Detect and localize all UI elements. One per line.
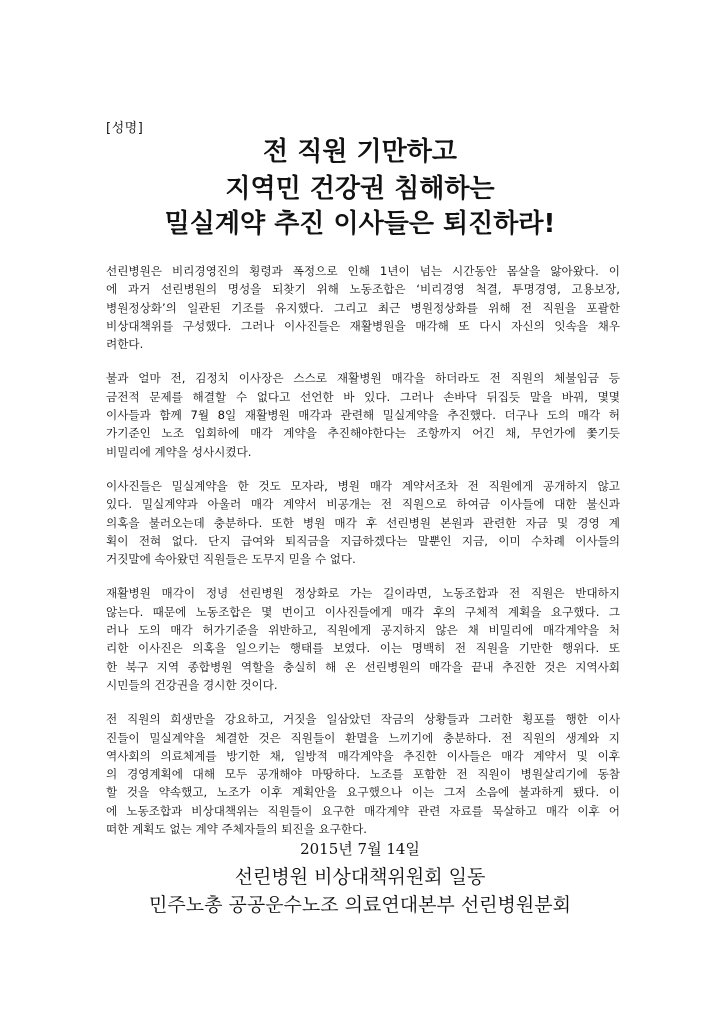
paragraph-line: 의혹을 불러오는데 충분하다. 또한 병원 매각 후 선린병원 본원과 관련한 자금 및 경영 계 [106,515,620,530]
paragraph-line: 전 직원의 희생만을 강요하고, 거짓을 일삼았던 작금의 상황들과 그러한 횡포를 행한 이사 [106,712,620,727]
paragraph-line: 떠한 계획도 없는 계약 주체자들의 퇴진을 요구한다. [106,822,367,837]
paragraph-line: 비상대책위를 구성했다. 그러나 이사진들은 재활병원을 매각해 또 다시 자신의 잇속을 채우 [106,318,620,333]
paragraph-line: 획이 전혀 없다. 단지 급여와 퇴직금을 지급하겠다는 말뿐인 지금, 이미 수차례 이사들의 [106,533,620,548]
issuer-line-1: 선린병원 비상대책위원회 일동 [234,866,486,888]
paragraph-line: 할 것을 약속했고, 노조가 이후 계획안을 요구했으나 이는 그저 소음에 불과하게 됐다. 이 [106,785,620,800]
paragraph-line: 에 과거 선린병원의 명성을 되찾기 위해 노동조합은 ‘비리경영 척결, 투명경영, 고용보장, [106,282,620,297]
paragraph-line: 비밀리에 계약을 성사시켰다. [106,444,252,459]
paragraph-5 [106,710,620,838]
paragraph-line: 에 노동조합과 비상대책위는 직원들이 요구한 매각계약 관련 자료를 묵살하고 매각 이후 어 [106,803,620,818]
paragraph-line: 이사진들은 밀실계약을 한 것도 모자라, 병원 매각 계약서조차 전 직원에게 공개하지 않고 [106,478,620,493]
paragraph-line: 리한 이사진은 의혹을 일으키는 행태를 보였다. 이는 명백히 전 직원을 기만한 행위다. 또 [106,641,620,656]
paragraph-line: 의 경영계획에 대해 모두 공개해야 마땅하다. 노조를 포함한 전 직원이 병원살리기에 동참 [106,767,620,782]
paragraph-line: 려한다. [106,337,144,352]
paragraph-4 [106,584,620,694]
paragraph-line: 한 북구 지역 종합병원 역할을 충실히 해 온 선린병원의 매각을 끝내 추진한 것은 지역사회 [106,659,620,674]
paragraph-line: 않는다. 때문에 노동조합은 몇 번이고 이사진들에게 매각 후의 구체적 계획을 요구했다. 그 [106,604,620,619]
paragraph-line: 있다. 밀실계약과 아울러 매각 계약서 비공개는 전 직원으로 하여금 이사들에 대한 불신과 [106,497,620,512]
paragraph-line: 불과 얼마 전, 김정치 이사장은 스스로 재활병원 매각을 하더라도 전 직원의 체불임금 등 [106,371,620,386]
paragraph-line: 재활병원 매각이 정녕 선린병원 정상화로 가는 길이라면, 노동조합과 전 직원은 반대하지 [106,586,620,601]
paragraph-line: 금전적 문제를 해결할 수 없다고 선언한 바 있다. 그러나 손바닥 뒤집듯 말을 바꿔, 몇몇 [106,389,620,404]
statement-tag: [성명] [106,121,144,136]
title-line-3: 밀실계약 추진 이사들은 퇴진하라! [164,209,556,239]
paragraph-2 [106,369,620,460]
title-line-2: 지역민 건강권 침해하는 [225,174,495,204]
paragraph-line: 역사회의 의료체계를 방기한 채, 일방적 매각계약을 추진한 이사들은 매각 계약서 및 이후 [106,748,620,763]
paragraph-line: 거짓말에 속아왔던 직원들은 도무지 믿을 수 없다. [106,552,356,567]
statement-body [106,262,620,854]
paragraph-1 [106,262,620,353]
paragraph-line: 진들이 밀실계약을 체결한 것은 직원들이 환멸을 느끼기에 충분하다. 전 직원의 생계와 지 [106,730,620,745]
title-line-1: 전 직원 기만하고 [263,137,457,167]
paragraph-line: 선린병원은 비리경영진의 횡령과 폭정으로 인해 1년이 넘는 시간동안 몸살을 앓아왔다. 이 [106,264,620,278]
paragraph-3 [106,477,620,568]
paragraph-line: 병원정상화’의 일관된 기조를 유지했다. 그리고 최근 병원정상화를 위해 전 직원을 포괄한 [106,300,620,315]
paragraph-line: 가기준인 노조 입회하에 매각 계약을 추진해야한다는 조항까지 어긴 채, 무언가에 쫓기듯 [106,426,620,441]
statement-date: 2015년 7월 14일 [300,840,420,858]
paragraph-line: 시민들의 건강권을 경시한 것이다. [106,677,278,692]
paragraph-line: 이사들과 함께 7월 8일 재활병원 매각과 관련해 밀실계약을 추진했다. 더구나 도의 매각 허 [106,408,620,423]
paragraph-line: 러나 도의 매각 허가기준을 위반하고, 직원에게 공지하지 않은 채 비밀리에 매각계약을 처 [106,623,620,638]
issuer-line-2: 민주노총 공공운수노조 의료연대본부 선린병원분회 [149,894,571,916]
